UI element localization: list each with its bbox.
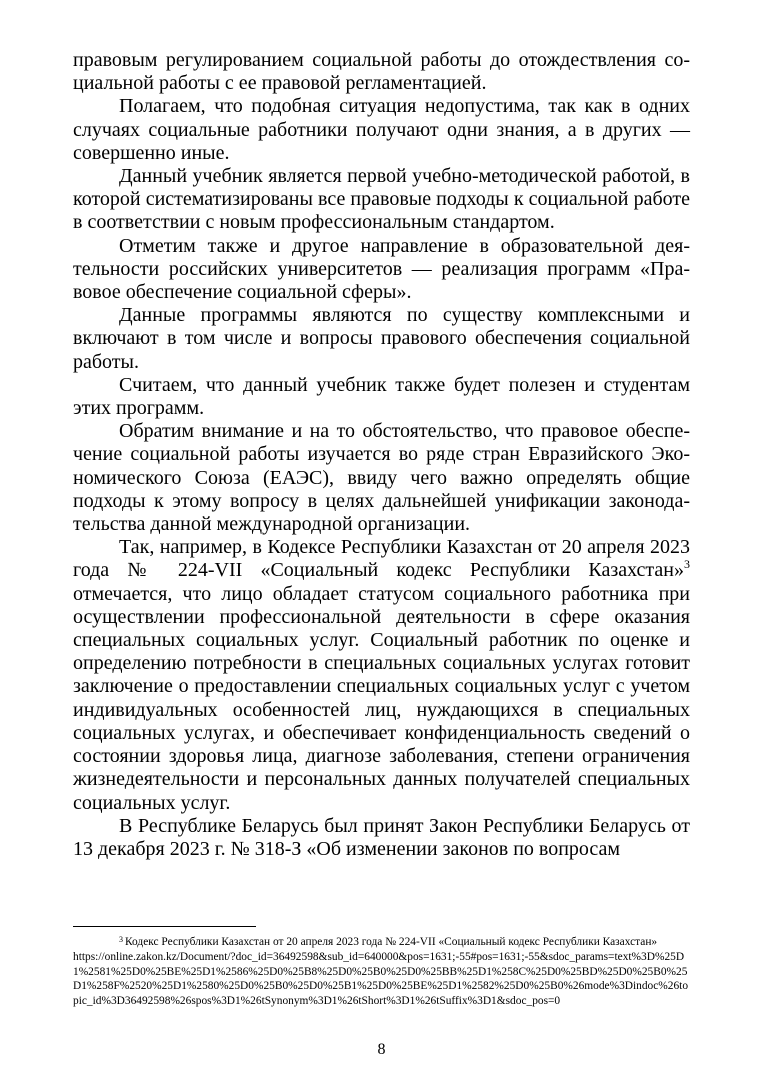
footnote-link[interactable]: https://online.zakon.kz/Document/?doc_id=36492598&sub_id=640000&pos=1631;-55#pos=1631;-55&sdoc_params=text%3D%25D1%2581%25D0%25BE%25D1%2586%25D0%25B8%25D0%25B0%25D0%25BB%25D1%258C%25D0%25BD%25D0%25B0%25D1%258F%2520%25D1%2580%25D0%25B0%25D0%25B1%25D0%25BE%25D1%2582%25D0%25B0%26mode%3Dindoc%26topic_id%3D36492598%26spos%3D1%26tSynonym%3D1%26tShort%3D1%26tSuffix%3D1&sdoc_pos=0 — [73, 951, 689, 1007]
footnote-number: 3 — [119, 935, 123, 944]
page-number: 8 — [377, 1041, 386, 1058]
footnote-reference[interactable]: 3 — [684, 556, 690, 571]
body-text — [73, 49, 690, 861]
paragraph-text-before-ref: Так, например, в Кодексе Республики Казахстан от 20 апреля 2023 года № 224-VII «Социальный кодекс Республики Казахстан» — [73, 536, 690, 582]
paragraph: Обратим внимание и на то обстоятельство, что правовое обеспечение социальной работы изучается во ряде стран Евразийского Экономического Союза (ЕАЭС), ввиду чего важно определять общие подходы к этому вопросу в целях дальнейшей унификации законодательства данной международной организации. — [73, 420, 690, 536]
paragraph: Полагаем, что подобная ситуация недопустима, так как в одних случаях социальные работники получают одни знания, а в других — совершенно иные. — [73, 95, 690, 164]
paragraph-belarus-law: В Республике Беларусь был принят Закон Республики Беларусь от 13 декабря 2023 г. № 318-З «Об изменении законов по вопросам — [73, 814, 690, 860]
footnote-divider — [73, 926, 256, 927]
paragraph-text-after-ref: отмечается, что лицо обладает статусом социального работника при осуществлении профессиональной деятельности в сфере оказания специальных социальных услуг. Социальный работник по оценке и определению потребности в специальных социальных услугах готовит заключение о предоставлении специальных социальных услуг с учетом индивидуальных особенностей лиц, нуждающихся в специальных социальных услугах, и обеспечивает конфиденциальность сведений о состоянии здоровья лица, диагнозе заболевания, степени ограничения жизнедеятельности и персональных данных получателей специальных социальных услуг. — [73, 582, 690, 814]
paragraph: правовым регулированием социальной работы до отождествления социальной работы с ее правовой регламентацией. — [73, 49, 690, 95]
paragraph: Отметим также и другое направление в образовательной деятельности российских университетов — реализация программ «Правовое обеспечение социальной сферы». — [73, 234, 690, 304]
paragraph: Считаем, что данный учебник также будет полезен и студентам этих программ. — [73, 373, 690, 420]
paragraph: Данный учебник является первой учебно-методической работой, в которой систематизированы все правовые подходы к социальной работе в соответствии с новым профессиональным стандартом. — [73, 165, 690, 234]
footnote — [73, 935, 690, 1008]
paragraph: Данные программы являются по существу комплексными и включают в том числе и вопросы правового обеспечения социальной работы. — [73, 304, 690, 373]
paragraph-kazakhstan-code — [73, 536, 690, 814]
footnote-text: Кодекс Республики Казахстан от 20 апреля 2023 года № 224-VII «Социальный кодекс Республики Казахстан» — [125, 936, 658, 948]
